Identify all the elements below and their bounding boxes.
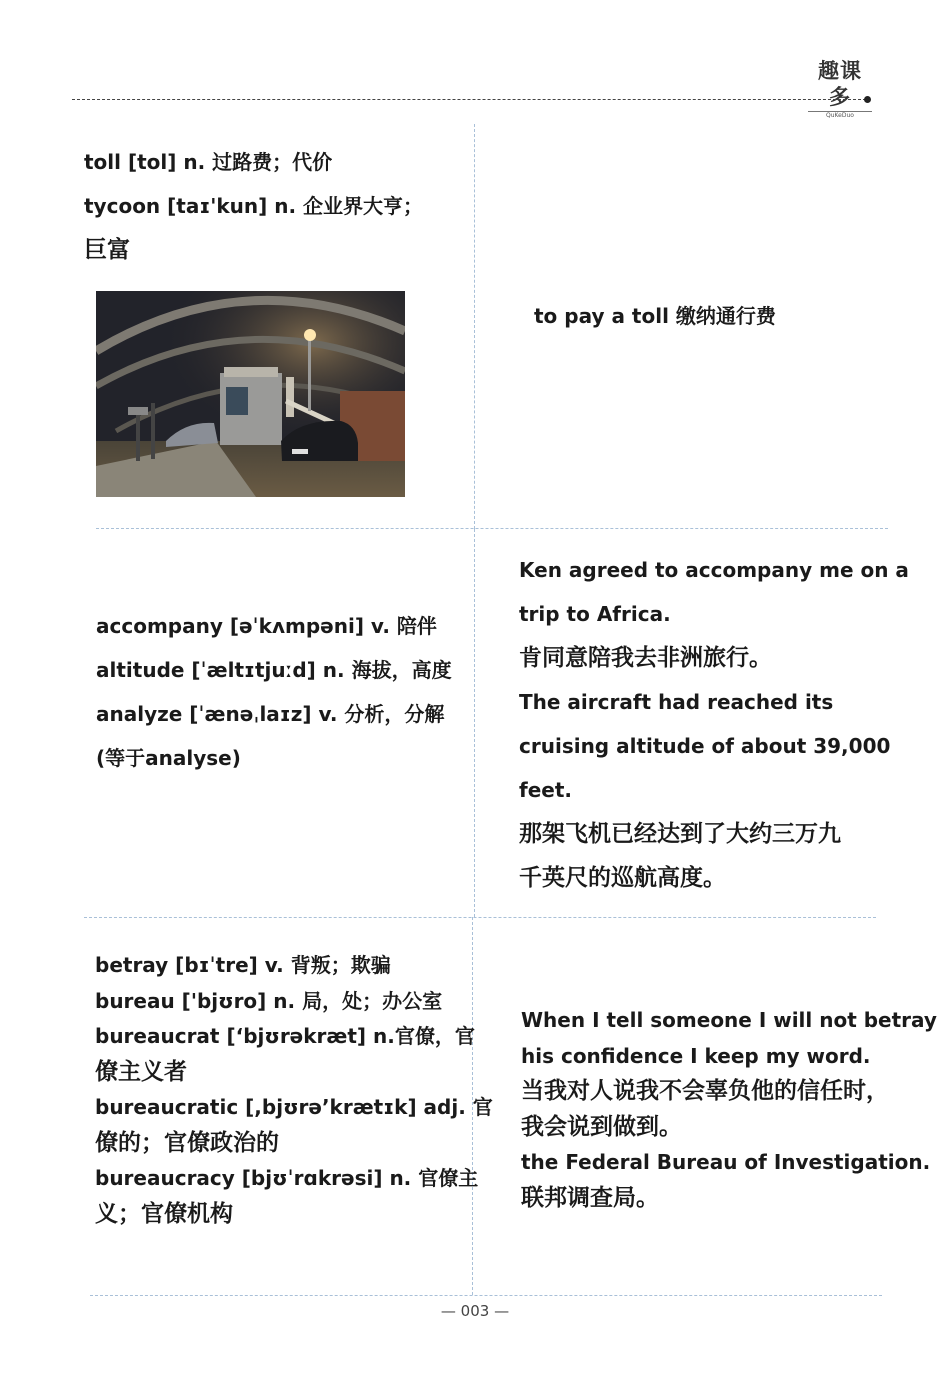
- vocab-entry-bureau: bureau ['bjʊro] n. 局，处；办公室: [95, 988, 443, 1013]
- example-en-line: When I tell someone I will not betray: [521, 1008, 937, 1032]
- column-divider-2: [474, 529, 475, 917]
- example-en-line: the Federal Bureau of Investigation.: [521, 1150, 931, 1174]
- example-cell-betray: [521, 1003, 937, 1216]
- vocab-entry-analyze-note: (等于analyse): [96, 746, 241, 770]
- vocab-entry-tycoon: tycoon [taɪ'kun] n. 企业界大亨；: [84, 194, 424, 218]
- vocab-entry-bureaucratic: bureaucratic [,bjʊrə’krætɪk] adj. 官: [95, 1095, 493, 1119]
- example-zh-line: 千英尺的巡航高度。: [519, 865, 726, 891]
- example-en-line: his confidence I keep my word.: [521, 1043, 871, 1068]
- logo-subtext: QuKeDuo: [808, 111, 872, 120]
- column-divider-1: [474, 124, 475, 529]
- example-en-line: cruising altitude of about 39,000: [519, 734, 891, 758]
- vocab-entry-bureaucratic-cont: 僚的；官僚政治的: [95, 1129, 279, 1156]
- row-divider-2: [84, 917, 876, 918]
- example-zh-line: 当我对人说我不会辜负他的信任时，: [521, 1078, 889, 1104]
- example-zh-line: 肯同意陪我去非洲旅行。: [519, 645, 772, 671]
- row-divider-1: [96, 528, 888, 529]
- vocab-entry-bureaucrat-cont: 僚主义者: [95, 1058, 187, 1085]
- example-en-line: The aircraft had reached its: [519, 690, 834, 714]
- logo-text: 趣课多: [818, 59, 862, 109]
- page-number: — 003 —: [440, 1302, 510, 1320]
- vocab-entry-altitude: altitude [ˈæltɪtjuːd] n. 海拔，高度: [96, 658, 452, 682]
- vocab-entry-bureaucracy: bureaucracy [bjʊˈrɑkrəsi] n. 官僚主: [95, 1166, 479, 1190]
- example-en-line: trip to Africa.: [519, 602, 671, 626]
- vocab-entry-toll: toll [tol] n. 过路费；代价: [84, 150, 333, 174]
- brand-logo: [808, 58, 872, 120]
- example-zh-line: 那架飞机已经达到了大约三万九: [519, 821, 841, 847]
- vocab-cell-toll: [84, 140, 423, 272]
- example-toll: to pay a toll 缴纳通行费: [534, 304, 776, 328]
- example-zh-line: 联邦调查局。: [521, 1184, 659, 1211]
- header-divider-dot: [864, 96, 871, 103]
- vocab-entry-accompany: accompany [əˈkʌmpəni] v. 陪伴: [96, 614, 437, 638]
- example-zh-line: 我会说到做到。: [521, 1113, 682, 1140]
- vocab-cell-accompany: [96, 604, 452, 780]
- example-cell-toll: [534, 300, 776, 332]
- toll-booth-photo: [96, 291, 405, 497]
- vocab-entry-betray: betray [bɪˈtre] v. 背叛；欺骗: [95, 953, 391, 977]
- example-cell-accompany: [519, 548, 909, 900]
- example-en-line: feet.: [519, 778, 572, 802]
- vocab-entry-analyze: analyze [ˈænəˌlaɪz] v. 分析，分解: [96, 702, 445, 726]
- vocab-entry-bureaucracy-cont: 义；官僚机构: [95, 1200, 233, 1227]
- row-divider-3: [90, 1295, 882, 1296]
- vocab-entry-tycoon-cont: 巨富: [84, 237, 130, 263]
- vocab-entry-bureaucrat: bureaucrat [‘bjʊrəkræt] n.官僚，官: [95, 1024, 475, 1048]
- vocab-cell-betray: [95, 948, 493, 1232]
- example-en-line: Ken agreed to accompany me on a: [519, 558, 909, 582]
- header-divider: [72, 99, 866, 100]
